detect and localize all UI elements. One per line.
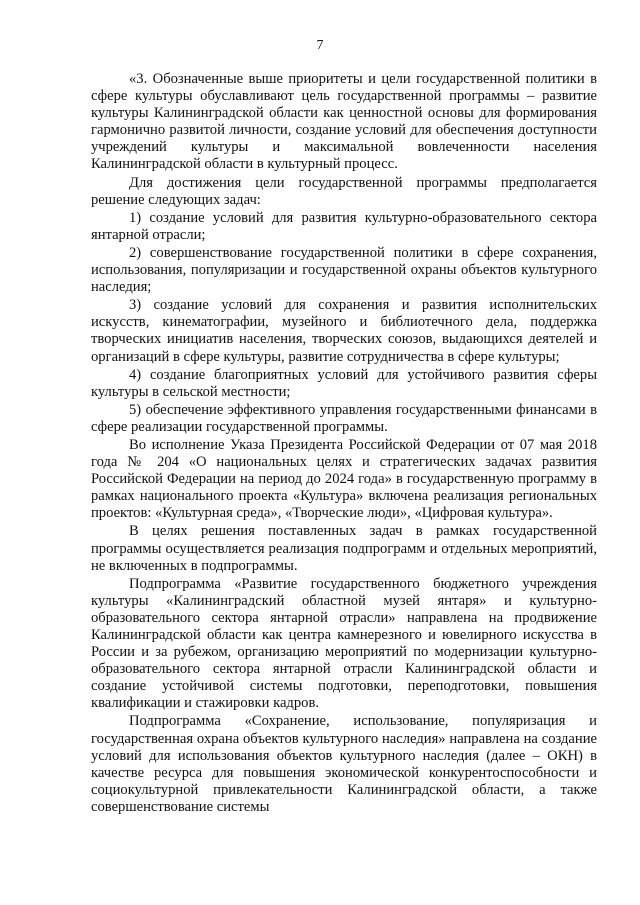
paragraph-tasks-intro: Для достижения цели государственной программы предполагается решение следующих задач: xyxy=(91,174,597,208)
paragraph-subprograms: В целях решения поставленных задач в рамках государственной программы осуществляется реализация подпрограмм и отдельных мероприятий, не включенных в подпрограммы. xyxy=(91,523,597,574)
task-item-3: 3) создание условий для сохранения и развития исполнительских искусств, кинематографии, музейного и библиотечного дела, поддержка творческих инициатив населения, творческих союзов, выдающихся деятелей и организаций в сфере культуры, развитие сотрудничества в сфере культуры; xyxy=(91,297,597,365)
paragraph-heritage-subprogram: Подпрограмма «Сохранение, использование, популяризация и государственная охрана объектов культурного наследия» направлена на создание условий для использования объектов культурного наследия (далее – ОКН) в качестве ресурса для повышения экономической конкурентоспособности и социокультурной привлекательности Калининградской области, а также совершенствование системы xyxy=(91,713,597,815)
task-item-2: 2) совершенствование государственной политики в сфере сохранения, использования, популяризации и государственной охраны объектов культурного наследия; xyxy=(91,244,597,296)
paragraph-national-projects: Во исполнение Указа Президента Российской Федерации от 07 мая 2018 года № 204 «О национальных целях и стратегических задачах развития Российской Федерации на период до 2024 года» в государственную программу в рамках национального проекта «Культура» включена реализация региональных проектов: «Культурная среда», «Творческие люди», «Цифровая культура». xyxy=(91,436,597,522)
task-item-5: 5) обеспечение эффективного управления государственными финансами в сфере реализации государственной программы. xyxy=(91,401,597,435)
document-body xyxy=(91,71,597,817)
task-item-1: 1) создание условий для развития культурно-образовательного сектора янтарной отрасли; xyxy=(91,209,597,243)
page-number: 7 xyxy=(316,38,324,53)
paragraph-amber-museum-subprogram: Подпрограмма «Развитие государственного бюджетного учреждения культуры «Калининградский областной музей янтаря» и культурно-образовательного сектора янтарной отрасли» направлена на продвижение Калининградской области как центра камнерезного и ювелирного искусства в России и за рубежом, организацию мероприятий по модернизации культурно-образовательного сектора янтарной отрасли Калининградской области и создание устойчивой системы подготовки, переподготовки, повышения квалификации и стажировки кадров. xyxy=(91,575,597,712)
paragraph-goal: «3. Обозначенные выше приоритеты и цели государственной политики в сфере культуры обуславливают цель государственной программы – развитие культуры Калининградской области как ценностной основы для формирования гармонично развитой личности, создание условий для обеспечения доступности учреждений культуры и максимальной вовлеченности населения Калининградской области в культурный процесс. xyxy=(91,71,597,173)
task-item-4: 4) создание благоприятных условий для устойчивого развития сферы культуры в сельской местности; xyxy=(91,366,597,400)
